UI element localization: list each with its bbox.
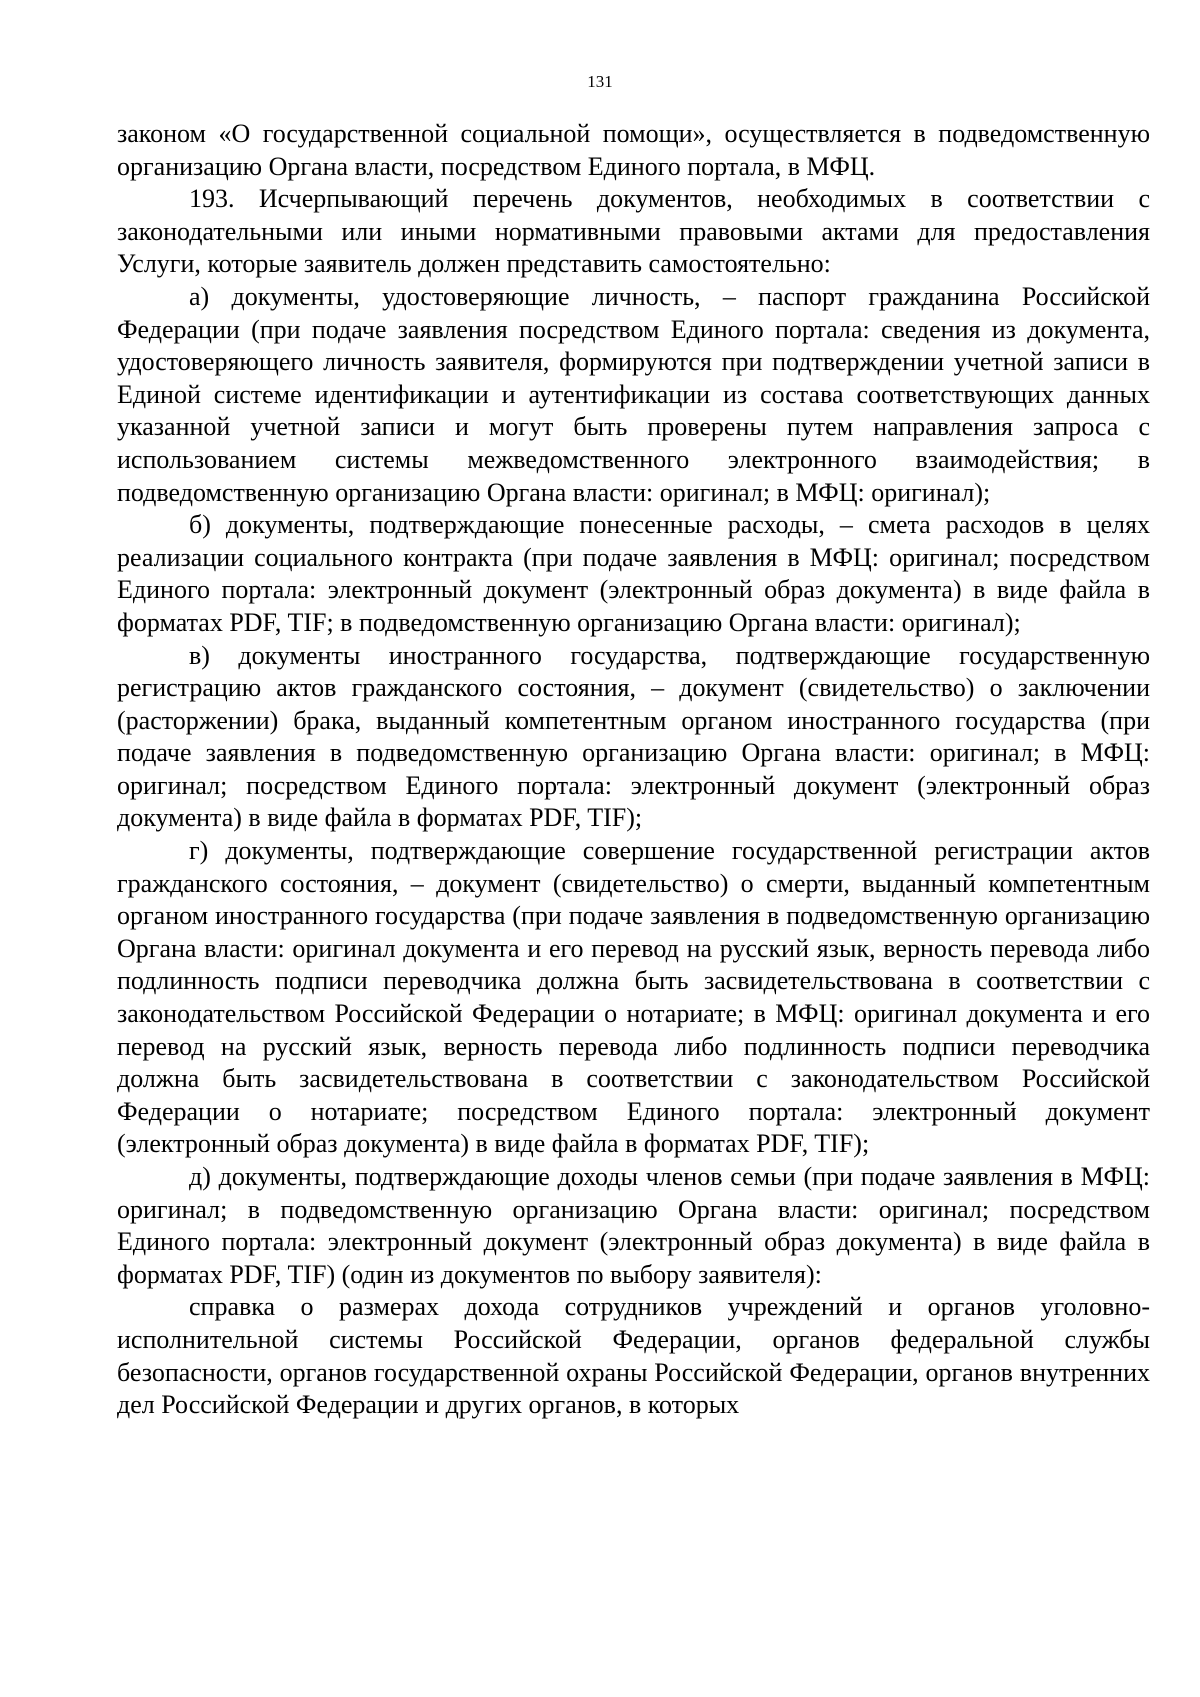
paragraph-193: 193. Исчерпывающий перечень документов, необходимых в соответствии с законодательными или иными нормативными правовыми актами для предоставления Услуги, которые заявитель должен представить самостоятельно: <box>117 184 1150 279</box>
paragraph-item-a: а) документы, удостоверяющие личность, – паспорт гражданина Российской Федерации (при подаче заявления посредством Единого портала: сведения из документа, удостоверяющего личность заявителя, формируются при подтверждении учетной записи в Единой системе идентификации и аутентификации из состава соответствующих данных указанной учетной записи и могут быть проверены путем направления запроса с использованием системы межведомственного электронного взаимодействия; в подведомственную организацию Органа власти: оригинал; в МФЦ: оригинал); <box>117 281 1150 507</box>
paragraph-item-d: д) документы, подтверждающие доходы членов семьи (при подаче заявления в МФЦ: оригинал; в подведомственную организацию Органа власти: оригинал; посредством Единого портала: электронный документ (электронный образ документа) в виде файла в форматах PDF, TIF) (один из документов по выбору заявителя): <box>117 1162 1150 1289</box>
page-number: 131 <box>587 72 613 91</box>
paragraph-item-v: в) документы иностранного государства, подтверждающие государственную регистрацию актов гражданского состояния, – документ (свидетельство) о заключении (расторжении) брака, выданный компетентным органом иностранного государства (при подаче заявления в подведомственную организацию Органа власти: оригинал; в МФЦ: оригинал; посредством Единого портала: электронный документ (электронный образ документа) в виде файла в форматах PDF, TIF); <box>117 640 1150 833</box>
paragraph-income-certificate: справка о размерах дохода сотрудников учреждений и органов уголовно-исполнительной системы Российской Федерации, органов федеральной службы безопасности, органов государственной охраны Российской Федерации, органов внутренних дел Российской Федерации и других органов, в которых <box>117 1292 1150 1420</box>
paragraph-continuation: законом «О государственной социальной помощи», осуществляется в подведомственную организацию Органа власти, посредством Единого портала, в МФЦ. <box>117 119 1150 181</box>
paragraph-item-g: г) документы, подтверждающие совершение государственной регистрации актов гражданского состояния, – документ (свидетельство) о смерти, выданный компетентным органом иностранного государства (при подаче заявления в подведомственную организацию Органа власти: оригинал документа и его перевод на русский язык, верность перевода либо подлинность подписи переводчика должна быть засвидетельствована в соответствии с законодательством Российской Федерации о нотариате; в МФЦ: оригинал документа и его перевод на русский язык, верность перевода либо подлинность подписи переводчика должна быть засвидетельствована в соответствии с законодательством Российской Федерации о нотариате; посредством Единого портала: электронный документ (электронный образ документа) в виде файла в форматах PDF, TIF); <box>117 836 1150 1159</box>
paragraph-item-b: б) документы, подтверждающие понесенные расходы, – смета расходов в целях реализации социального контракта (при подаче заявления в МФЦ: оригинал; посредством Единого портала: электронный документ (электронный образ документа) в виде файла в форматах PDF, TIF; в подведомственную организацию Органа власти: оригинал); <box>117 510 1150 637</box>
document-body <box>117 118 1150 1422</box>
